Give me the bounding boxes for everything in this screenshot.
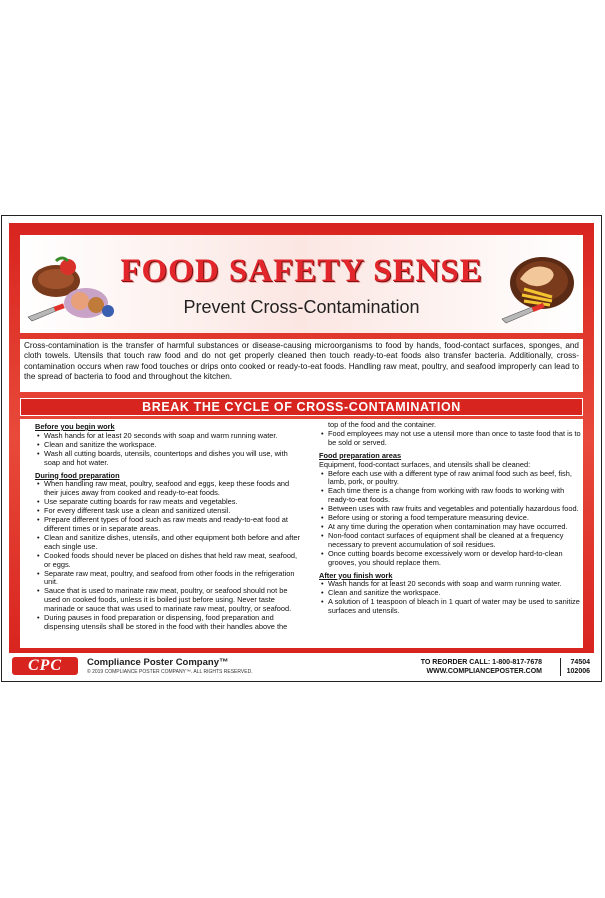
bullet-list: [319, 430, 584, 448]
list-item: • For every different task use a clean and sanitized utensil.: [44, 507, 300, 516]
poster-subtitle: Prevent Cross-Contamination: [183, 297, 420, 317]
content-body: [20, 419, 583, 648]
list-item: • At any time during the operation when contamination may have occurred.: [328, 523, 584, 532]
list-item: • Wash hands for at least 20 seconds with soap and warm running water.: [328, 580, 584, 589]
product-code: 74504: [570, 659, 590, 666]
section-intro: Equipment, food-contact surfaces, and utensils shall be cleaned:: [319, 459, 531, 469]
list-item: • Clean and sanitize the workspace.: [328, 589, 584, 598]
revision-code: 102006: [566, 668, 590, 675]
bullet-list: [319, 580, 584, 616]
list-item: • When handling raw meat, poultry, seafood and eggs, keep these foods and their juices away from cooked and ready-to-eat foods.: [44, 480, 300, 498]
bullet-list: [35, 480, 300, 631]
section-banner: BREAK THE CYCLE OF CROSS-CONTAMINATION: [20, 398, 583, 416]
company-name: Compliance Poster Company™: [87, 657, 229, 668]
list-item: • Before each use with a different type of raw animal food such as beef, fish, lamb, pork, or poultry.: [328, 470, 584, 488]
list-item: • Prepare different types of food such as raw meats and ready-to-eat food at different times or in separate areas.: [44, 516, 300, 534]
product-codes: [560, 658, 590, 676]
poster-header: [20, 235, 583, 333]
list-item: • Before using or storing a food temperature measuring device.: [328, 514, 584, 523]
poster-frame: [9, 223, 594, 653]
list-item: • Wash all cutting boards, utensils, countertops and dishes you will use, with soap and hot water.: [44, 450, 300, 468]
reorder-phone: TO REORDER CALL: 1-800-817-7678: [420, 659, 542, 666]
list-item: • Each time there is a change from working with raw foods to working with ready-to-eat foods.: [328, 487, 584, 505]
continued-text: top of the food and the container.: [328, 420, 437, 429]
list-item: • Clean and sanitize dishes, utensils, and other equipment both before and after each single use.: [44, 534, 300, 552]
list-item: • Non-food contact surfaces of equipment shall be cleaned at a frequency necessary to prevent accumulation of soil residues.: [328, 532, 584, 550]
right-column: [319, 421, 584, 616]
bullet-list: [35, 432, 300, 468]
poster-footer: [9, 655, 594, 679]
section-title: During food preparation: [35, 470, 120, 480]
cpc-logo: CPC: [12, 657, 78, 675]
list-item: • Wash hands for at least 20 seconds with soap and warm running water.: [44, 432, 300, 441]
section-title: Before you begin work: [35, 422, 115, 431]
list-item: • Separate raw meat, poultry, and seafood from other foods in the refrigeration unit.: [44, 570, 300, 588]
list-item: • Use separate cutting boards for raw meats and vegetables.: [44, 498, 300, 507]
list-item: • Between uses with raw fruits and vegetables and potentially hazardous food.: [328, 505, 584, 514]
list-item: • Food employees may not use a utensil more than once to taste food that is to be sold or served.: [328, 430, 584, 448]
bullet-list: [319, 470, 584, 568]
copyright-text: © 2019 COMPLIANCE POSTER COMPANY™. ALL RIGHTS RESERVED.: [87, 669, 253, 675]
poster: [1, 215, 602, 682]
poster-title: FOOD SAFETY SENSE: [120, 253, 483, 289]
section-title: Food preparation areas: [319, 450, 402, 460]
list-item: • Clean and sanitize the workspace.: [44, 441, 300, 450]
section-title: After you finish work: [319, 570, 393, 580]
website-link[interactable]: WWW.COMPLIANCEPOSTER.COM: [426, 668, 542, 675]
left-column: [35, 421, 300, 632]
intro-paragraph: Cross-contamination is the transfer of harmful substances or disease-causing microorganisms to food by hands, food-contact surfaces, sponges, and cloth towels. Utensils that touch raw food and do not get properly cleaned then touch ready-to-eat foods also transfer bacteria. Additionally, cross-contamination occurs when raw food touches or drips onto cooked or ready-to-eat foods. Handling raw meat, poultry, and seafood improperly can lead to the spread of bacteria to food and throughout the kitchen.: [20, 339, 583, 392]
reorder-info: [421, 658, 542, 676]
list-item: • During pauses in food preparation or dispensing, food preparation and dispensing utensils shall be stored in the food with their handles above the: [44, 614, 300, 632]
list-item: • Cooked foods should never be placed on dishes that held raw meat, seafood, or eggs.: [44, 552, 300, 570]
list-item: • A solution of 1 teaspoon of bleach in 1 quart of water may be used to sanitize surfaces and utensils.: [328, 598, 584, 616]
list-item: • Once cutting boards become excessively worn or develop hard-to-clean grooves, you should replace them.: [328, 550, 584, 568]
list-item: • Sauce that is used to marinate raw meat, poultry, or seafood should not be used on cooked foods, unless it is boiled just before using. Never taste marinade or sauce that was used to marinate raw meat, poultry, or seafood.: [44, 587, 300, 614]
